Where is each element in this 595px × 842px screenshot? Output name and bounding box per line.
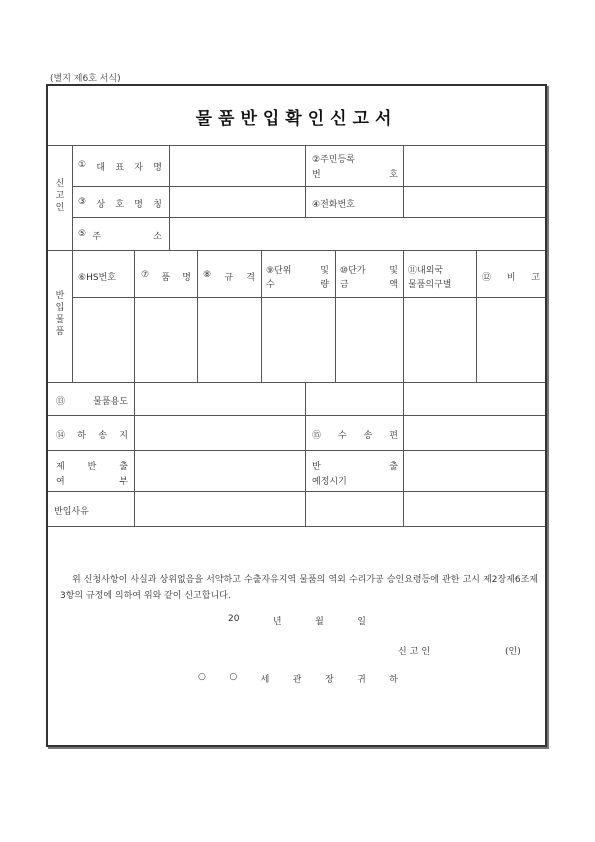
unit-qty-header-line2: 수 량	[266, 280, 329, 290]
reason-label: 반입사유	[54, 507, 89, 517]
form-number: (별지 제6호 서식)	[50, 74, 121, 84]
goods-row-remarks[interactable]	[477, 298, 544, 381]
domestic-foreign-header: ⑪내외국	[408, 266, 444, 276]
export-timing-label: 반 출	[312, 462, 398, 472]
price-header-line2: 금 액	[340, 280, 398, 290]
date-line: 20 년 월 일	[228, 614, 366, 627]
unloading-label: ⑭ 하 송 지	[56, 431, 128, 441]
resident-no-label: ②주민등록	[312, 155, 355, 165]
price-header: ⑩단가 및	[340, 266, 398, 276]
resident-no-label-line2: 번 호	[312, 170, 398, 180]
signer-label: 신고인	[398, 647, 434, 657]
representative-value[interactable]	[170, 146, 304, 185]
address-label: ⑤ 주 소	[78, 229, 162, 242]
declarant-section-label: 신고인	[55, 179, 65, 213]
submit-label-line2: 여 부	[56, 477, 128, 487]
unit-qty-header: ⑨단위 및	[266, 266, 329, 276]
addressee-line: ○ ○ 세 관 장 귀 하	[198, 672, 398, 685]
phone-label: ④전화번호	[312, 200, 355, 210]
export-timing-value[interactable]	[404, 451, 544, 490]
remarks-header: ⑫ 비 고	[482, 273, 540, 283]
resident-no-value[interactable]	[404, 146, 544, 185]
spec-header: ⑧ 규 격	[203, 270, 255, 283]
goods-row-qty[interactable]	[262, 298, 334, 381]
declaration-text: 위 신청사항이 사실과 상위없음을 서약하고 수출자유지역 물품의 역외 수리가공 승인요령등에 관한 고시 제2장제6조제3항의 규정에 의하여 위와 같이 신고합니다.	[60, 575, 538, 601]
signature-area[interactable]	[440, 638, 500, 658]
form-title: 물품반입확인신고서	[195, 109, 398, 129]
domestic-foreign-header-line2: 물품의구별	[408, 280, 452, 290]
company-label: ③ 상 호 명 칭	[78, 197, 162, 210]
goods-row-price[interactable]	[336, 298, 402, 381]
seal-mark: (인)	[505, 647, 521, 657]
goods-row-item[interactable]	[135, 298, 196, 381]
goods-section-label: 반입물품	[55, 291, 65, 337]
unloading-value[interactable]	[135, 416, 304, 449]
hs-number-header: ⑥HS번호	[78, 273, 116, 283]
goods-row-domestic[interactable]	[404, 298, 475, 381]
submit-label: 제 반 출	[56, 462, 128, 472]
goods-row-spec[interactable]	[198, 298, 260, 381]
address-value[interactable]	[170, 218, 544, 249]
purpose-label: ⑬ 물품용도	[56, 397, 128, 407]
item-name-header: ⑦ 품 명	[141, 270, 191, 283]
company-value[interactable]	[170, 187, 304, 216]
reason-value[interactable]	[135, 492, 544, 525]
submit-value[interactable]	[135, 451, 304, 490]
purpose-value[interactable]	[135, 383, 304, 414]
export-timing-label-line2: 예정시기	[312, 477, 347, 487]
transport-value[interactable]	[404, 416, 544, 449]
goods-row-hs[interactable]	[73, 298, 133, 381]
transport-label: ⑮ 수 송 편	[312, 431, 398, 441]
phone-value[interactable]	[404, 187, 544, 216]
representative-label: ① 대 표 자 명	[78, 160, 162, 173]
